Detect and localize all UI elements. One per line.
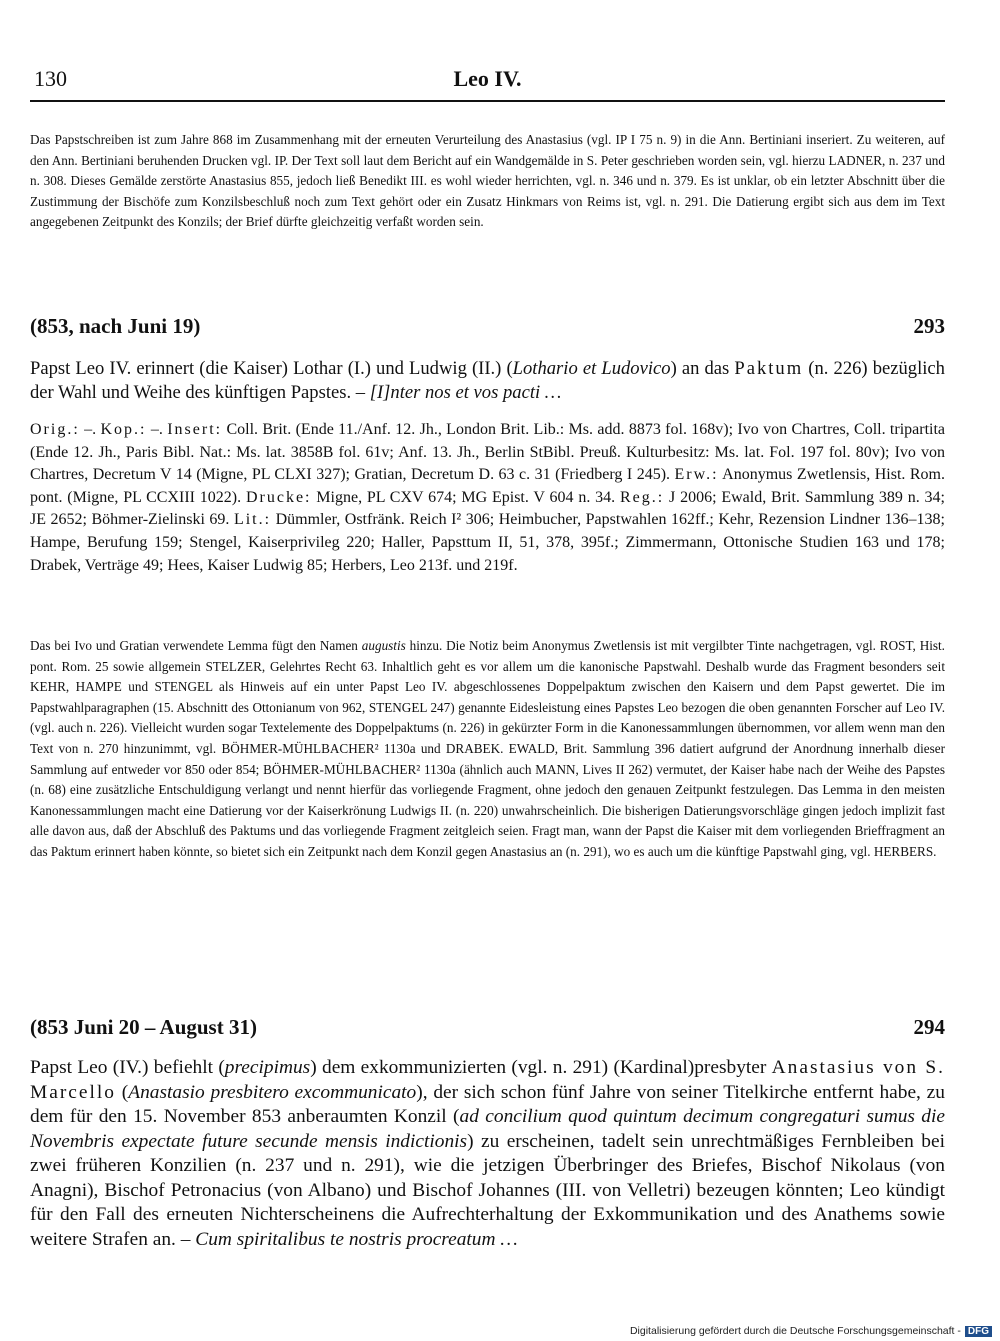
entry-293-number: 293 bbox=[913, 314, 945, 338]
digitization-footer bbox=[630, 1325, 992, 1337]
regest-incipit: [I]nter nos et vos pacti … bbox=[369, 382, 562, 403]
regest-latin: Anastasio presbitero excommunicato bbox=[128, 1081, 417, 1103]
running-header bbox=[30, 66, 945, 96]
entry-293-heading bbox=[30, 314, 945, 344]
entry-293-regest bbox=[30, 357, 945, 405]
apparatus-text: Migne, PL CXV 674; MG Epist. V 604 n. 34. bbox=[311, 488, 620, 506]
apparatus-label: Reg.: bbox=[619, 488, 665, 506]
entry-294-number: 294 bbox=[913, 1015, 945, 1039]
apparatus-text: J 2006; Ewald, Brit. Sammlung 389 n. 34; JE 2652; Böhmer-Zielinski 69. bbox=[30, 488, 946, 529]
regest-text: ( bbox=[116, 1081, 129, 1103]
regest-text: ) dem exkommunizierten (vgl. n. 291) (Kardinal)presbyter bbox=[310, 1057, 772, 1078]
entry-293-date: (853, nach Juni 19) bbox=[30, 314, 201, 338]
entry-294-date: (853 Juni 20 – August 31) bbox=[30, 1015, 257, 1039]
regest-latin: ad concilium quod quintum decimum congregaturi sumus die Novembris expectate future secunde mensis indictionis bbox=[30, 1106, 945, 1152]
regest-text: (n. 226) bezüglich der Wahl und Weihe des künftigen Papstes. – bbox=[30, 358, 945, 403]
apparatus-label: Lit.: bbox=[233, 511, 272, 529]
apparatus-text: Coll. Brit. (Ende 11./Anf. 12. Jh., London Brit. Lib.: Ms. add. 8873 fol. 168v); Ivo von Chartres, Coll. tripartita (Ende 12. Jh., Paris Bibl. Nat.: Ms. lat. 3858B fol. 61v; Anf. 13. Jh., Berlin StBibl. Preuß. Kulturbesitz: Ms. lat. Fol. 197 fol. 80v); Ivo von Chartres, Decretum V 14 (Migne, PL CLXI 327); Gratian, Decretum D. 63 c. 31 (Friedberg I 245). bbox=[30, 421, 946, 484]
commentary-text: hinzu. Die Notiz beim Anonymus Zwetlensis ist mit vergilbter Tinte nachgetragen, vgl. ROST, Hist. pont. Rom. 25 sowie allgemein STELZER, Gelehrtes Recht 63. Inhaltlich geht es vor allem um die kanonische Papstwahl. Deshalb wurde das Fragment besonders seit KEHR, HAMPE und STENGEL als Hinweis auf ein unter Papst Leo IV. abgeschlossenes Doppelpaktum zwischen den Kaisern und dem Papst gewertet. Die im Papstwahlparagraphen (15. Abschnitt des Ottonianum von 962, STENGEL 247) genannte Eidesleistung eines Papstes Leo bezogen die oben genannten Forscher auf Leo IV. (vgl. auch n. 226). Vielleicht wurden sogar Textelemente des Doppelpaktums (n. 226) in gekürzter Form in die Kanonessammlungen übernommen, vor allem wenn man den Text von n. 270 hinzunimmt, vgl. BÖHMER-MÜHLBACHER² 1130a und DRABEK. EWALD, Brit. Sammlung 396 datiert aufgrund der Anordnung innerhalb dieser Sammlung auf entweder vor 850 oder 854; BÖHMER-MÜHLBACHER² 1130a (ähnlich auch MANN, Lives II 262) vermutet, der Kaiser habe nach der Weihe des Papstes (n. 68) eine zusätzliche Entschuldigung verlangt und nennt hierfür das vorliegende Fragment, ohne jedoch den genauen Zeitpunkt festzulegen. Das Lemma in den meisten Kanonessammlungen macht eine Datierung vor der Kaiserkrönung Ludwigs II. (n. 220) unwahrscheinlich. Die bisherigen Datierungsvorschläge gingen jedoch implizit fast alle davon aus, daß der Abschluß des Paktums und das vorliegende Fragment zeitgleich seien. Fragt man, wann der Papst die Kaiser mit dem vorliegenden Brieffragment an das Paktum erinnert haben könnte, so bietet sich ein Zeitpunkt nach dem Konzil gegen Anastasius an (n. 291), wo es auch um die künftige Papstwahl ging, vgl. HERBERS. bbox=[30, 638, 945, 859]
regest-text: ), der sich schon fünf Jahre von seiner Titelkirche entfernt habe, zu dem für den 15. November 853 anberaumten Konzil ( bbox=[30, 1081, 945, 1127]
regest-text: Papst Leo (IV.) befiehlt ( bbox=[30, 1057, 225, 1078]
regest-incipit: Cum spiritalibus te nostris procreatum … bbox=[195, 1228, 518, 1250]
regest-latin: Lothario et Ludovico bbox=[512, 358, 671, 379]
commentary-text: Das bei Ivo und Gratian verwendete Lemma fügt den Namen bbox=[30, 638, 362, 653]
apparatus-label: Insert: bbox=[167, 421, 223, 438]
apparatus-label: Erw.: bbox=[674, 466, 719, 484]
header-rule bbox=[30, 100, 945, 102]
apparatus-text: Anonymus Zwetlensis, Hist. Rom. pont. (Migne, PL CCXIII 1022). bbox=[30, 466, 945, 506]
apparatus-text: –. bbox=[79, 421, 101, 438]
apparatus-label: Orig.: bbox=[30, 421, 80, 438]
regest-text: ) zu erscheinen, tadelt sein unrechtmäßiges Fernbleiben bei zwei früheren Konzilien (n. 237 und n. 291), wie die jetzigen Überbringer des Briefes, Bischof Nikolaus (von Anagni), Bischof Petronacius (von Albano) und Bischof Johannes (III. von Velletri) bezeugen könnten; Leo kündigt für den Fall des erneuten Nichterscheinens die Aufrechterhaltung der Exkommunikation und des Anathems sowie weitere Strafen an. – bbox=[30, 1130, 945, 1250]
regest-spaced: Paktum bbox=[734, 358, 804, 379]
entry-293-apparatus bbox=[30, 419, 945, 577]
apparatus-text: Dümmler, Ostfränk. Reich I² 306; Heimbucher, Papstwahlen 162ff.; Kehr, Rezension Lindner 136–138; Hampe, Berufung 159; Stengel, Kaiserprivileg 220; Haller, Papsttum II, 51, 378, 395f.; Zimmermann, Ottonische Studien 163 und 178; Drabek, Verträge 49; Hees, Kaiser Ludwig 85; Herbers, Leo 213f. und 219f. bbox=[30, 511, 946, 574]
commentary-latin: augustis bbox=[361, 638, 406, 653]
regest-text: ) an das bbox=[670, 358, 735, 379]
footer-text: Digitalisierung gefördert durch die Deutsche Forschungsgemeinschaft - bbox=[629, 1325, 961, 1337]
apparatus-text: –. bbox=[146, 421, 168, 438]
entry-293-commentary bbox=[30, 636, 945, 863]
apparatus-label: Drucke: bbox=[245, 488, 312, 506]
intro-commentary: Das Papstschreiben ist zum Jahre 868 im Zusammenhang mit der erneuten Verurteilung des Anastasius (vgl. IP I 75 n. 9) in die Ann. Bertiniani inseriert. Zu weiteren, auf den Ann. Bertiniani beruhenden Drucken vgl. IP. Der Text soll laut dem Bericht auf ein Wandgemälde in S. Peter geschrieben worden sein, vgl. hierzu LADNER, n. 237 und n. 308. Dieses Gemälde zerstörte Anastasius 855, jedoch ließ Benedikt III. es wohl wieder herrichten, vgl. n. 346 und n. 379. Es ist unklar, ob ein letzter Abschnitt über die Zustimmung der Bischöfe zum Konzilsbeschluß noch zum Text gehört oder ein Zusatz Hinkmars von Reims ist, vgl. n. 291. Die Datierung ergibt sich aus dem im Text angegebenen Zeitpunkt des Konzils; der Brief dürfte gleichzeitig verfaßt worden sein. bbox=[30, 132, 945, 230]
page-number: 130 bbox=[34, 66, 67, 91]
regest-latin: precipimus bbox=[224, 1057, 311, 1078]
running-title: Leo IV. bbox=[453, 66, 522, 91]
entry-294-heading bbox=[30, 1015, 945, 1045]
apparatus-label: Kop.: bbox=[100, 421, 147, 438]
entry-294-regest bbox=[30, 1056, 945, 1252]
regest-spaced: Anastasius von S. Marcello bbox=[30, 1057, 945, 1103]
regest-text: Papst Leo IV. erinnert (die Kaiser) Lothar (I.) und Ludwig (II.) ( bbox=[30, 358, 513, 379]
dfg-logo: DFG bbox=[965, 1326, 992, 1337]
